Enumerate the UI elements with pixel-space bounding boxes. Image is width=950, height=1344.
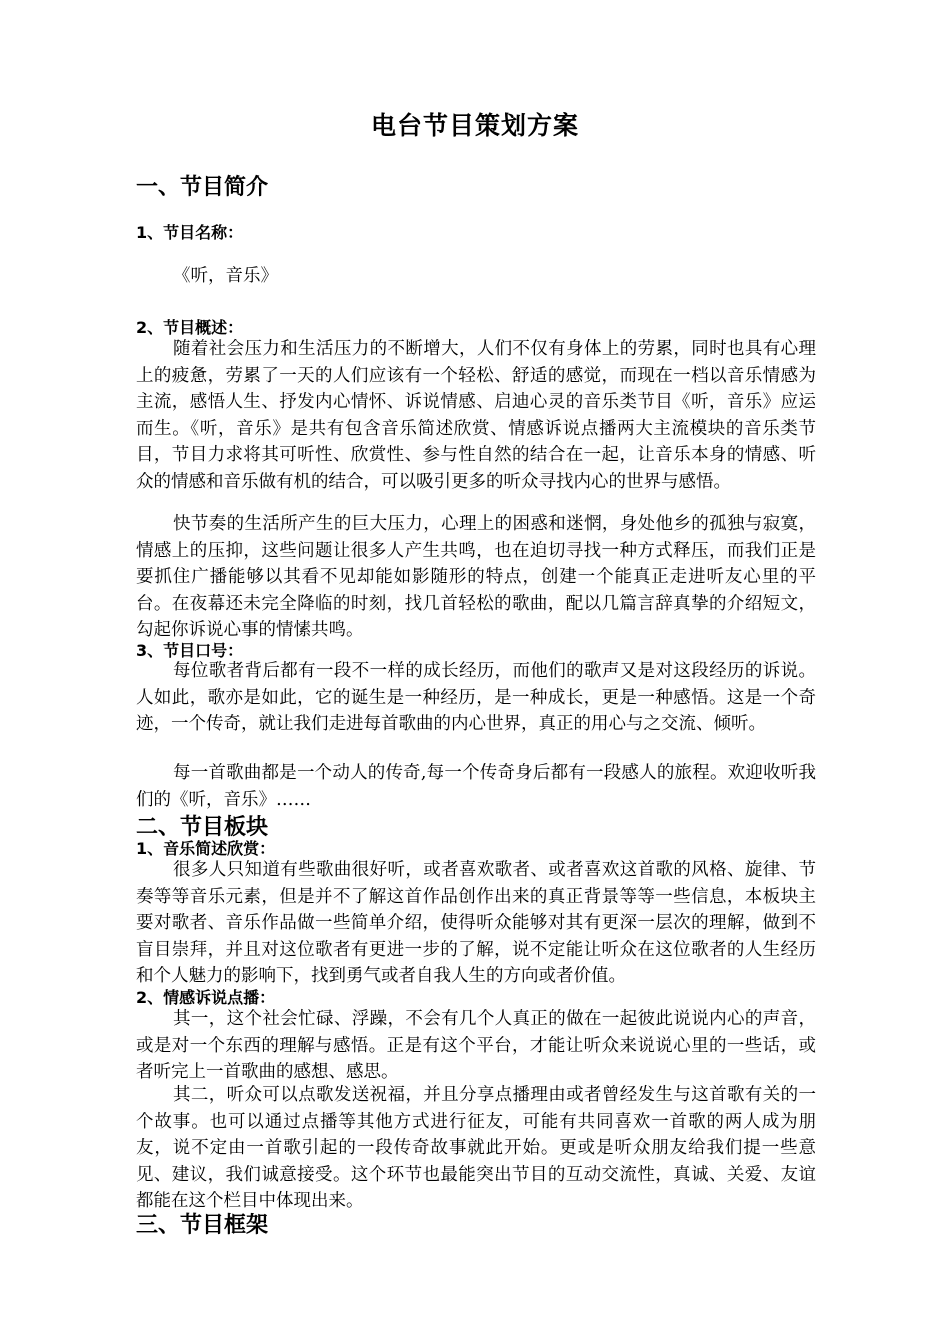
slogan-paragraph-2: 每一首歌曲都是一个动人的传奇,每一个传奇身后都有一段感人的旅程。欢迎收听我们的《听，音乐》…… [136,763,816,810]
program-name-text: 《听，音乐》 [173,266,278,286]
subheading-overview: 2、节目概述： [136,318,244,337]
subheading-slogan: 3、节目口号： [136,641,244,660]
overview-paragraph-2: 快节奏的生活所产生的巨大压力，心理上的困惑和迷惘，身处他乡的孤独与寂寞，情感上的压抑，这些问题让很多人产生共鸣，也在迫切寻找一种方式释压，而我们正是要抓住广播能够以其看不见却能如影随形的特点，创建一个能真正走进听友心里的平台。在夜幕还未完全降临的时刻，找几首轻松的歌曲，配以几篇言辞真挚的介绍短文，勾起你诉说心事的情愫共鸣。 [136,514,816,640]
overview-paragraph-1: 随着社会压力和生活压力的不断增大，人们不仅有身体上的劳累，同时也具有心理上的疲惫，劳累了一天的人们应该有一个轻松、舒适的感觉，而现在一档以音乐情感为主流，感悟人生、抒发内心情怀、诉说情感、启迪心灵的音乐类节目《听，音乐》应运而生。《听，音乐》是共有包含音乐简述欣赏、情感诉说点播两大主流模块的音乐类节目，节目力求将其可听性、欣赏性、参与性自然的结合在一起，让音乐本身的情感、听众的情感和音乐做有机的结合，可以吸引更多的听众寻找内心的世界与感悟。 [136,339,816,492]
section-heading-segments: 二、节目板块 [136,815,269,840]
emotional-requests-paragraph-2: 其二，听众可以点歌发送祝福，并且分享点播理由或者曾经发生与这首歌有关的一个故事。也可以通过点播等其他方式进行征友，可能有共同喜欢一首歌的两人成为朋友，说不定由一首歌引起的一段传奇故事就此开始。更或是听众朋友给我们提一些意见、建议，我们诚意接受。这个环节也最能突出节目的互动交流性，真诚、关爱、友谊都能在这个栏目中体现出来。 [136,1085,816,1211]
subheading-program-name: 1、节目名称： [136,223,244,242]
section-heading-framework: 三、节目框架 [136,1213,269,1238]
music-appreciation-paragraph: 很多人只知道有些歌曲很好听，或者喜欢歌者、或者喜欢这首歌的风格、旋律、节奏等等音乐元素，但是并不了解这首作品创作出来的真正背景等等一些信息，本板块主要对歌者、音乐作品做一些简单介绍，使得听众能够对其有更深一层次的理解，做到不盲目崇拜，并且对这位歌者有更进一步的了解，说不定能让听众在这位歌者的人生经历和个人魅力的影响下，找到勇气或者自我人生的方向或者价值。 [136,860,816,986]
subheading-emotional-requests: 2、情感诉说点播： [136,988,276,1007]
section-heading-intro: 一、节目简介 [136,175,269,200]
slogan-paragraph-1: 每位歌者背后都有一段不一样的成长经历，而他们的歌声又是对这段经历的诉说。人如此，歌亦是如此，它的诞生是一种经历，是一种成长，更是一种感悟。这是一个奇迹，一个传奇，就让我们走进每首歌曲的内心世界，真正的用心与之交流、倾听。 [136,661,816,734]
document-title: 电台节目策划方案 [370,111,579,140]
emotional-requests-paragraph-1: 其一，这个社会忙碌、浮躁，不会有几个人真正的做在一起彼此说说内心的声音，或是对一个东西的理解与感悟。正是有这个平台，才能让听众来说说心里的一些话，或者听完上一首歌曲的感想、感思。 [136,1009,816,1082]
subheading-music-appreciation: 1、音乐简述欣赏： [136,839,276,858]
